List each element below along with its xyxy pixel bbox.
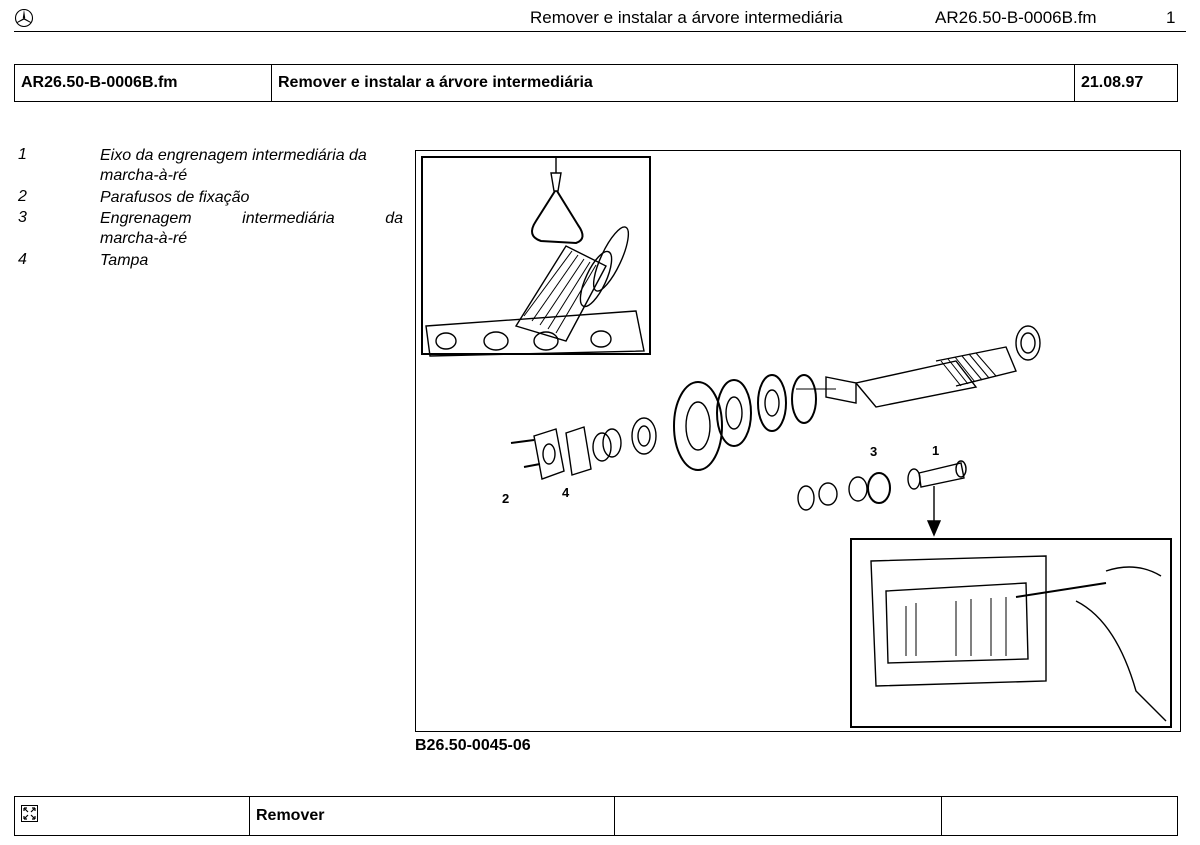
step-table (14, 796, 1178, 836)
callout-label: 4 (562, 485, 570, 500)
main-shaft-assembly (826, 326, 1040, 407)
legend-number: 2 (18, 188, 27, 205)
info-date: 21.08.97 (1075, 65, 1178, 102)
large-gear (674, 382, 722, 470)
header-rule (14, 31, 1186, 32)
legend-number: 3 (18, 209, 27, 226)
info-title: Remover e instalar a árvore intermediária (272, 65, 1075, 102)
page-number: 1 (1166, 8, 1176, 27)
callout-label: 3 (870, 444, 878, 459)
header-title: Remover e instalar a árvore intermediária (530, 8, 843, 27)
exploded-view-drawing (416, 151, 1182, 733)
step-cell (942, 797, 1178, 836)
mercedes-star-icon (14, 8, 34, 28)
legend-text (100, 209, 403, 249)
technical-illustration (415, 150, 1181, 732)
legend-text-line: Eixo da engrenagem intermediária da (100, 147, 367, 164)
legend-text-line: marcha-à-ré (100, 230, 188, 247)
header-doc-id: AR26.50-B-0006B.fm (935, 8, 1097, 27)
legend-number: 4 (18, 251, 27, 268)
legend-text-line: Engrenagem intermediária da (100, 210, 403, 227)
figure-caption: B26.50-0045-06 (415, 737, 531, 754)
step-icon-cell (15, 797, 250, 836)
remove-expand-icon (21, 805, 38, 822)
info-table (14, 64, 1178, 102)
legend-number: 1 (18, 146, 27, 163)
reverse-idler-assembly (798, 461, 966, 510)
legend-text (100, 146, 403, 186)
legend-text-line: Tampa (100, 252, 149, 269)
callout-label: 1 (932, 443, 940, 458)
callout-label: 2 (502, 491, 510, 506)
info-doc-id: AR26.50-B-0006B.fm (15, 65, 272, 102)
legend-text-line: marcha-à-ré (100, 167, 188, 184)
legend-text (100, 251, 403, 271)
step-label: Remover (250, 797, 615, 836)
legend-text (100, 188, 403, 208)
legend-text-line: Parafusos de fixação (100, 189, 250, 206)
cover-plate (534, 429, 564, 479)
step-cell (615, 797, 942, 836)
